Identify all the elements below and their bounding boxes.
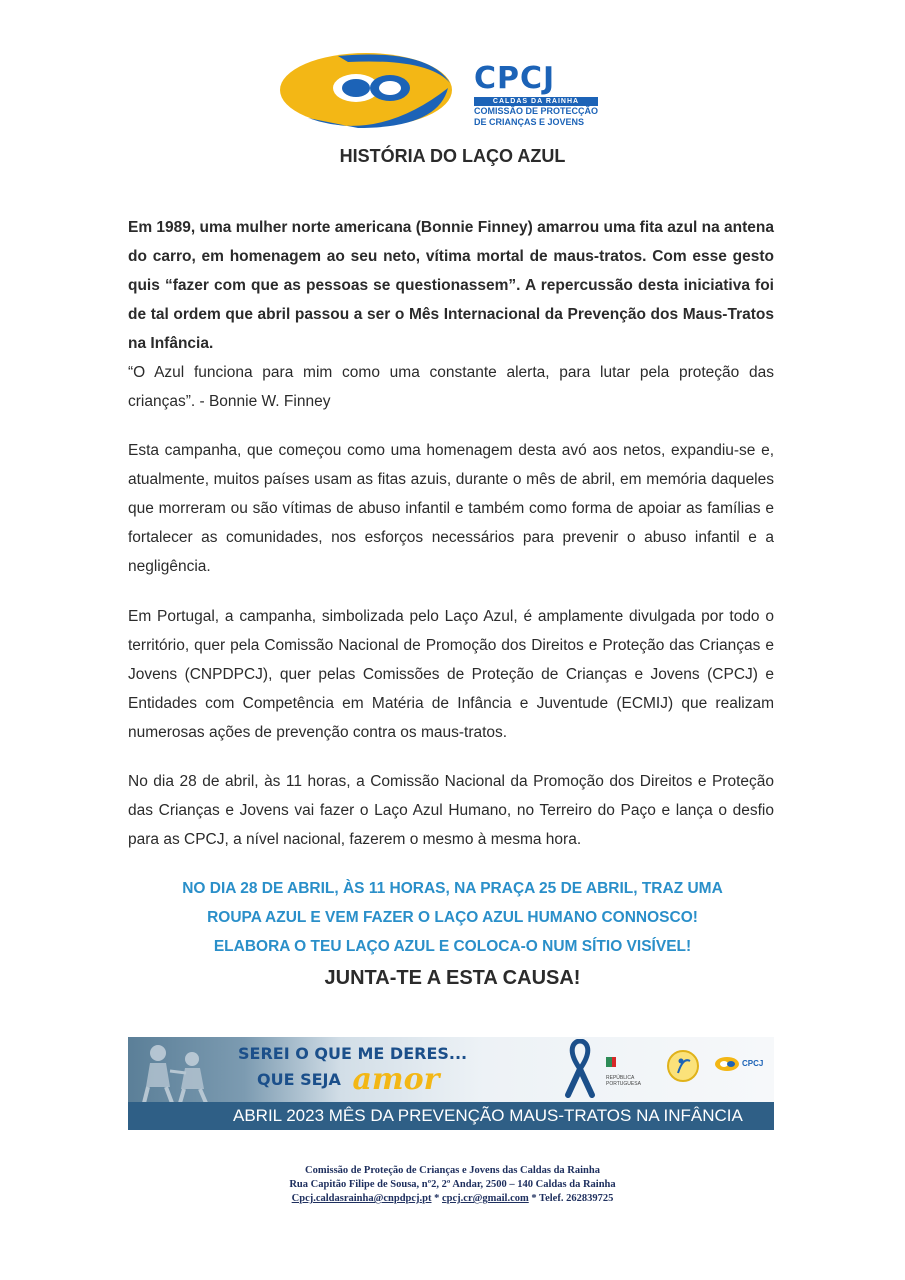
republica-text: REPÚBLICA PORTUGUESA xyxy=(606,1075,641,1087)
logo-line-2: DE CRIANÇAS E JOVENS xyxy=(474,117,585,127)
footer xyxy=(0,1164,905,1206)
footer-phone: * Telef. 262839725 xyxy=(528,1193,614,1204)
cnpdpcj-logo-icon xyxy=(666,1049,700,1083)
footer-line-3 xyxy=(0,1192,905,1206)
paragraph-history: Em 1989, uma mulher norte americana (Bonnie Finney) amarrou uma fita azul na antena do carro, em homenagem ao seu neto, vítima mortal de maus-tratos. Com esse gesto quis “fazer com que as pessoas se questionassem”. A repercussão desta iniciativa foi de tal ordem que abril passou a ser o Mês Internacional da Prevenção dos Maus-Tratos na Infância. xyxy=(128,219,775,352)
footer-email-1[interactable]: Cpcj.caldasrainha@cnpdpcj.pt xyxy=(291,1193,432,1204)
cpcj-emblem-icon xyxy=(278,48,458,138)
footer-email-2[interactable]: cpcj.cr@gmail.com xyxy=(442,1193,529,1204)
republica-logo xyxy=(606,1057,658,1093)
cta-line-3: ELABORA O TEU LAÇO AZUL E COLOCA-O NUM SÍTIO VISÍVEL! xyxy=(213,938,692,955)
blue-ribbon-icon xyxy=(560,1039,600,1099)
call-to-action xyxy=(0,874,905,990)
banner-slogan-line-1: SEREI O QUE ME DERES... xyxy=(238,1044,468,1063)
cpcj-small-logo-icon xyxy=(714,1055,740,1073)
paragraph-quote: “O Azul funciona para mim como uma constante alerta, para lutar pela proteção das crianças”. - Bonnie W. Finney xyxy=(128,364,774,410)
campaign-banner xyxy=(128,1037,774,1130)
banner-slogan xyxy=(238,1043,468,1097)
cta-line-2: ROUPA AZUL E VEM FAZER O LAÇO AZUL HUMANO CONNOSCO! xyxy=(207,909,698,926)
banner-bottom-bar xyxy=(128,1102,774,1130)
cta-final: JUNTA-TE A ESTA CAUSA! xyxy=(324,967,581,989)
cta-line-1: NO DIA 28 DE ABRIL, ÀS 11 HORAS, NA PRAÇA 25 DE ABRIL, TRAZ UMA xyxy=(182,880,723,897)
footer-line-2: Rua Capitão Filipe de Sousa, nº2, 2º Andar, 2500 – 140 Caldas da Rainha xyxy=(289,1179,616,1190)
banner-cpcj-text: CPCJ xyxy=(742,1059,764,1068)
amor-word: amor xyxy=(352,1062,440,1097)
page-title: HISTÓRIA DO LAÇO AZUL xyxy=(339,146,566,166)
banner-slogan-line-2-text: QUE SEJA xyxy=(257,1070,341,1089)
paragraph-portugal: Em Portugal, a campanha, simbolizada pelo Laço Azul, é amplamente divulgada por todo o território, quer pela Comissão Nacional de Promoção dos Direitos e Proteção das Crianças e Jovens (CNPDPCJ), quer pelas Comissões de Proteção de Crianças e Jovens (CPCJ) e Entidades com Competência em Matéria de Infância e Juventude (ECMIJ) que realizam numerosas ações de prevenção contra os maus-tratos. xyxy=(128,608,774,741)
cpcj-logo xyxy=(278,48,638,138)
logo-subtitle: CALDAS DA RAINHA xyxy=(474,97,598,106)
banner-bottom-text: ABRIL 2023 MÊS DA PREVENÇÃO MAUS-TRATOS NA INFÂNCIA xyxy=(233,1106,743,1125)
paragraph-event: No dia 28 de abril, às 11 horas, a Comissão Nacional da Promoção dos Direitos e Proteção das Crianças e Jovens vai fazer o Laço Azul Humano, no Terreiro do Paço e lança o desfio para as CPCJ, a nível nacional, fazerem o mesmo à mesma hora. xyxy=(128,773,774,848)
logo-title: CPCJ xyxy=(474,61,556,96)
footer-line-1: Comissão de Proteção de Crianças e Jovens das Caldas da Rainha xyxy=(305,1165,600,1176)
paragraph-campaign: Esta campanha, que começou como uma homenagem desta avó aos netos, expandiu-se e, atualmente, muitos países usam as fitas azuis, durante o mês de abril, em memória daqueles que morreram ou são vítimas de abuso infantil e também como forma de apoiar as famílias e fortalecer as comunidades, nos esforços necessários para prevenir o abuso infantil e a negligência. xyxy=(128,442,774,575)
logo-line-1: COMISSÃO DE PROTECÇÃO xyxy=(474,106,599,116)
children-illustration-icon xyxy=(128,1037,238,1107)
footer-sep: * xyxy=(431,1193,443,1204)
banner-slogan-line-2 xyxy=(238,1062,467,1097)
